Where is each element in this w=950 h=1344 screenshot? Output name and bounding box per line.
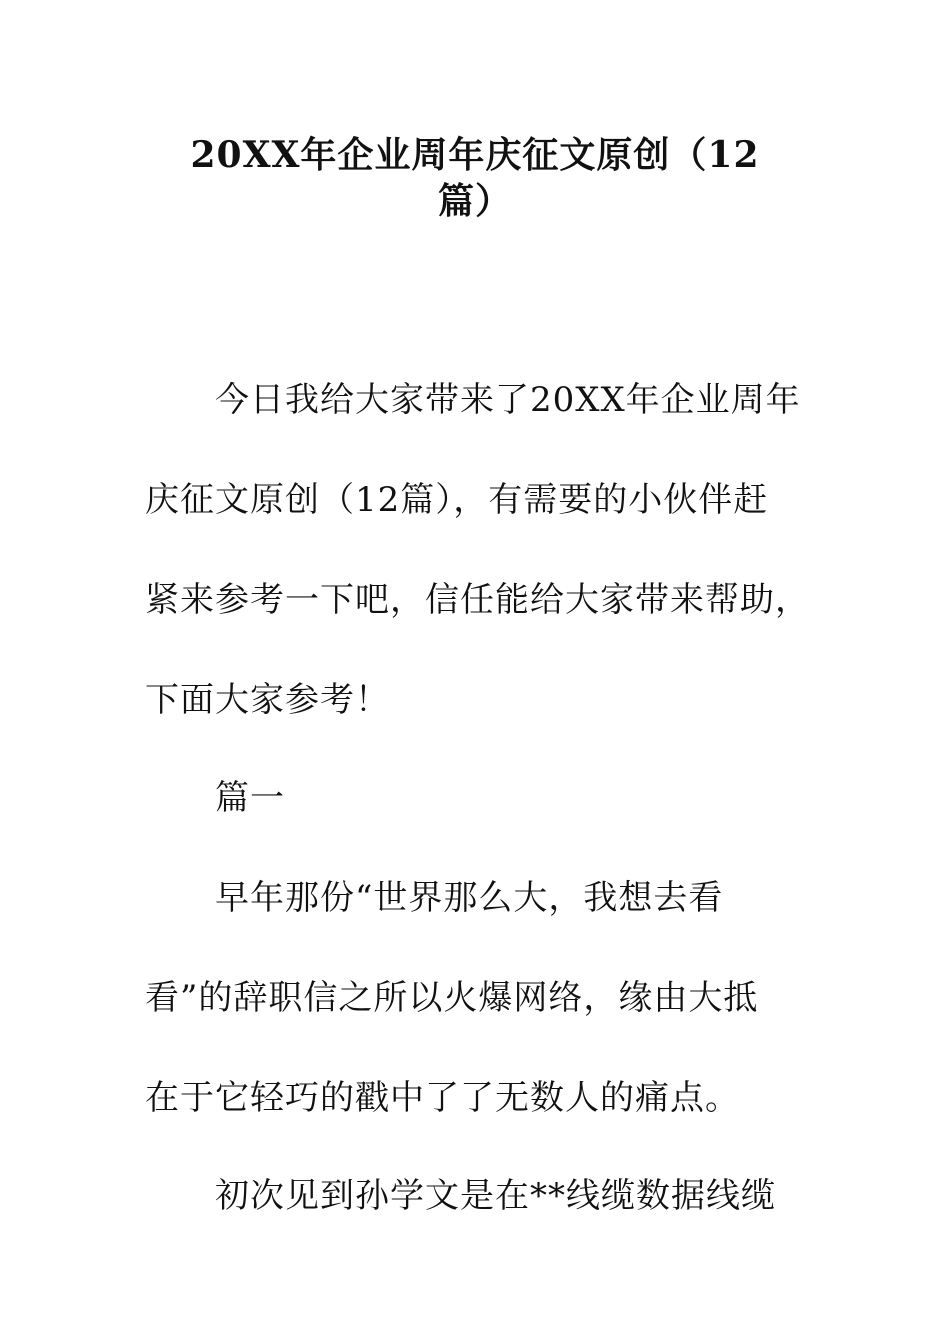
paragraph-3-line-3: 在于它轻巧的戳中了了无数人的痛点。 — [145, 1078, 740, 1118]
paragraph-3-line-2: 看”的辞职信之所以火爆网络，缘由大抵 — [145, 978, 759, 1018]
paragraph-3-line-1: 早年那份“世界那么大，我想去看 — [215, 878, 724, 918]
paragraph-1-line-2: 庆征文原创（12篇），有需要的小伙伴赶 — [145, 480, 769, 520]
document-title-line-1: 20XX年企业周年庆征文原创（12 — [190, 134, 760, 176]
section-heading: 篇一 — [215, 778, 285, 818]
paragraph-1-line-3: 紧来参考一下吧，信任能给大家带来帮助， — [145, 580, 810, 620]
paragraph-1-line-4: 下面大家参考！ — [145, 680, 390, 720]
document-title-line-2: 篇） — [437, 180, 512, 222]
paragraph-4-line-1: 初次见到孙学文是在**线缆数据线缆 — [215, 1176, 776, 1216]
paragraph-1-line-1: 今日我给大家带来了20XX年企业周年 — [215, 380, 801, 420]
